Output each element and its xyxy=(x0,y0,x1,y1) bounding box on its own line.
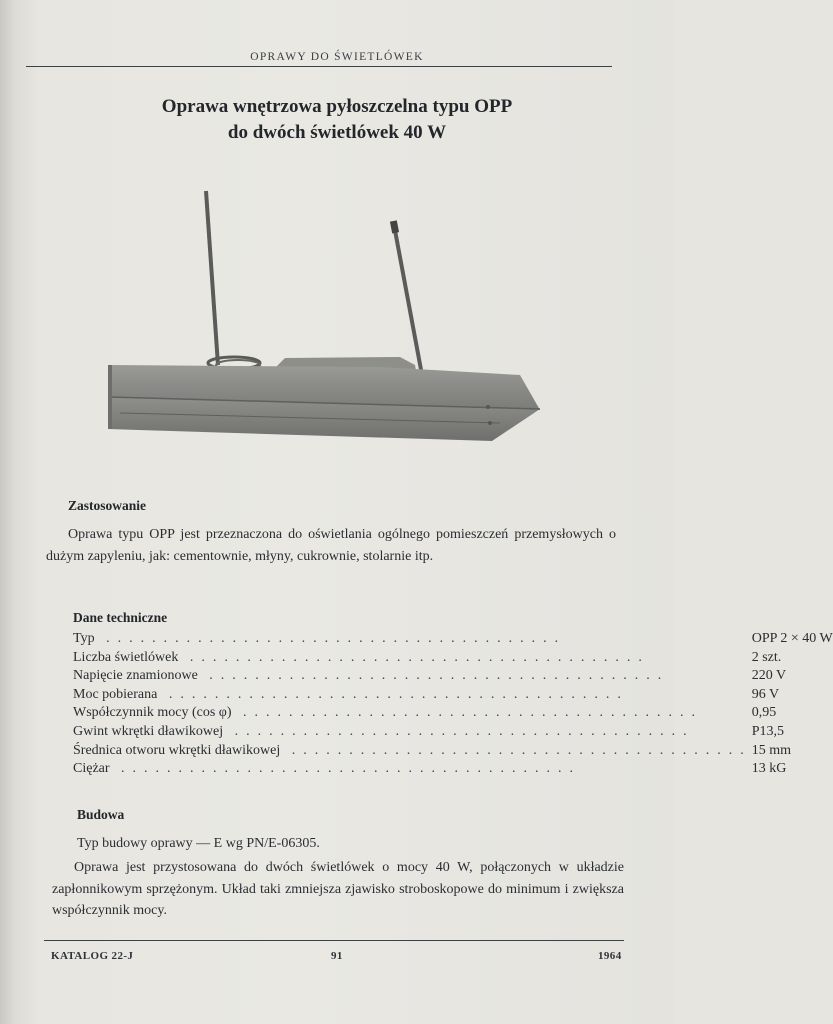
title-line-1: Oprawa wnętrzowa pyłoszczelna typu OPP xyxy=(161,96,513,117)
spec-row xyxy=(73,667,833,686)
spec-value: OPP 2 × 40 W xyxy=(751,631,833,646)
spec-value: P13,5 xyxy=(751,723,785,739)
luminaire-photo xyxy=(100,185,550,445)
footer-rule xyxy=(44,940,624,941)
suspension-rod-right xyxy=(394,225,422,375)
spec-value: 220 V xyxy=(751,668,787,684)
leader-dots: ........................................ xyxy=(109,761,582,777)
spec-label: Napięcie znamionowe xyxy=(73,668,198,684)
spec-row xyxy=(73,723,833,742)
leader-dots: ........................................ xyxy=(223,723,695,739)
heading-budowa: Budowa xyxy=(77,807,125,822)
spec-label: Typ xyxy=(73,631,95,646)
running-head: OPRAWY DO ŚWIETLÓWEK xyxy=(250,51,424,63)
spec-row xyxy=(73,686,833,705)
leader-dots: ........................................ xyxy=(197,668,670,684)
spec-value: 2 szt. xyxy=(751,649,782,665)
spec-row xyxy=(73,704,833,723)
spec-row xyxy=(73,742,833,761)
spec-value: 13 kG xyxy=(751,761,787,777)
spec-label: Średnica otworu wkrętki dławikowej xyxy=(73,742,281,758)
spec-label: Ciężar xyxy=(73,761,110,777)
paragraph-budowa: Oprawa jest przystosowana do dwóch świetlówek o mocy 40 W, połączonych w układzie zapłonnikowym sprzężonym. Układ taki zmniejsza zjawisko stroboskopowe do minimum i zwiększa współczynnik mocy. xyxy=(52,860,624,918)
footer-year: 1964 xyxy=(598,950,622,962)
page-number: 91 xyxy=(331,950,343,962)
spec-value: 0,95 xyxy=(751,705,777,721)
spec-label: Gwint wkrętki dławikowej xyxy=(73,723,224,739)
specs-table xyxy=(73,630,833,779)
spec-value: 96 V xyxy=(751,686,780,702)
spec-row xyxy=(73,649,833,668)
leader-dots: ........................................ xyxy=(178,649,650,665)
spec-label: Moc pobierana xyxy=(73,686,158,702)
spec-label: Współczynnik mocy (cos φ) xyxy=(73,705,232,721)
leader-dots: ........................................ xyxy=(94,631,567,646)
heading-dane-techniczne: Dane techniczne xyxy=(73,610,168,625)
page-title xyxy=(0,94,674,146)
heading-zastosowanie: Zastosowanie xyxy=(68,498,147,513)
leader-dots: ........................................ xyxy=(231,705,704,721)
suspension-rod-left xyxy=(206,191,218,365)
spec-value: 15 mm xyxy=(751,742,792,758)
budowa-type-line: Typ budowy oprawy — E wg PN/E-06305. xyxy=(77,836,320,851)
spec-label: Liczba świetlówek xyxy=(73,649,179,665)
title-line-2: do dwóch świetlówek 40 W xyxy=(227,122,447,143)
spec-row xyxy=(73,630,833,649)
spec-row xyxy=(73,760,833,779)
footer-catalog: KATALOG 22-J xyxy=(51,950,134,962)
paragraph-zastosowanie: Oprawa typu OPP jest przeznaczona do oświetlania ogólnego pomieszczeń przemysłowych o dużym zapyleniu, jak: cementownie, młyny, cukrownie, stolarnie itp. xyxy=(46,527,616,564)
leader-dots: ........................................ xyxy=(280,742,752,758)
header-rule xyxy=(26,66,612,67)
leader-dots: ........................................ xyxy=(157,686,629,702)
